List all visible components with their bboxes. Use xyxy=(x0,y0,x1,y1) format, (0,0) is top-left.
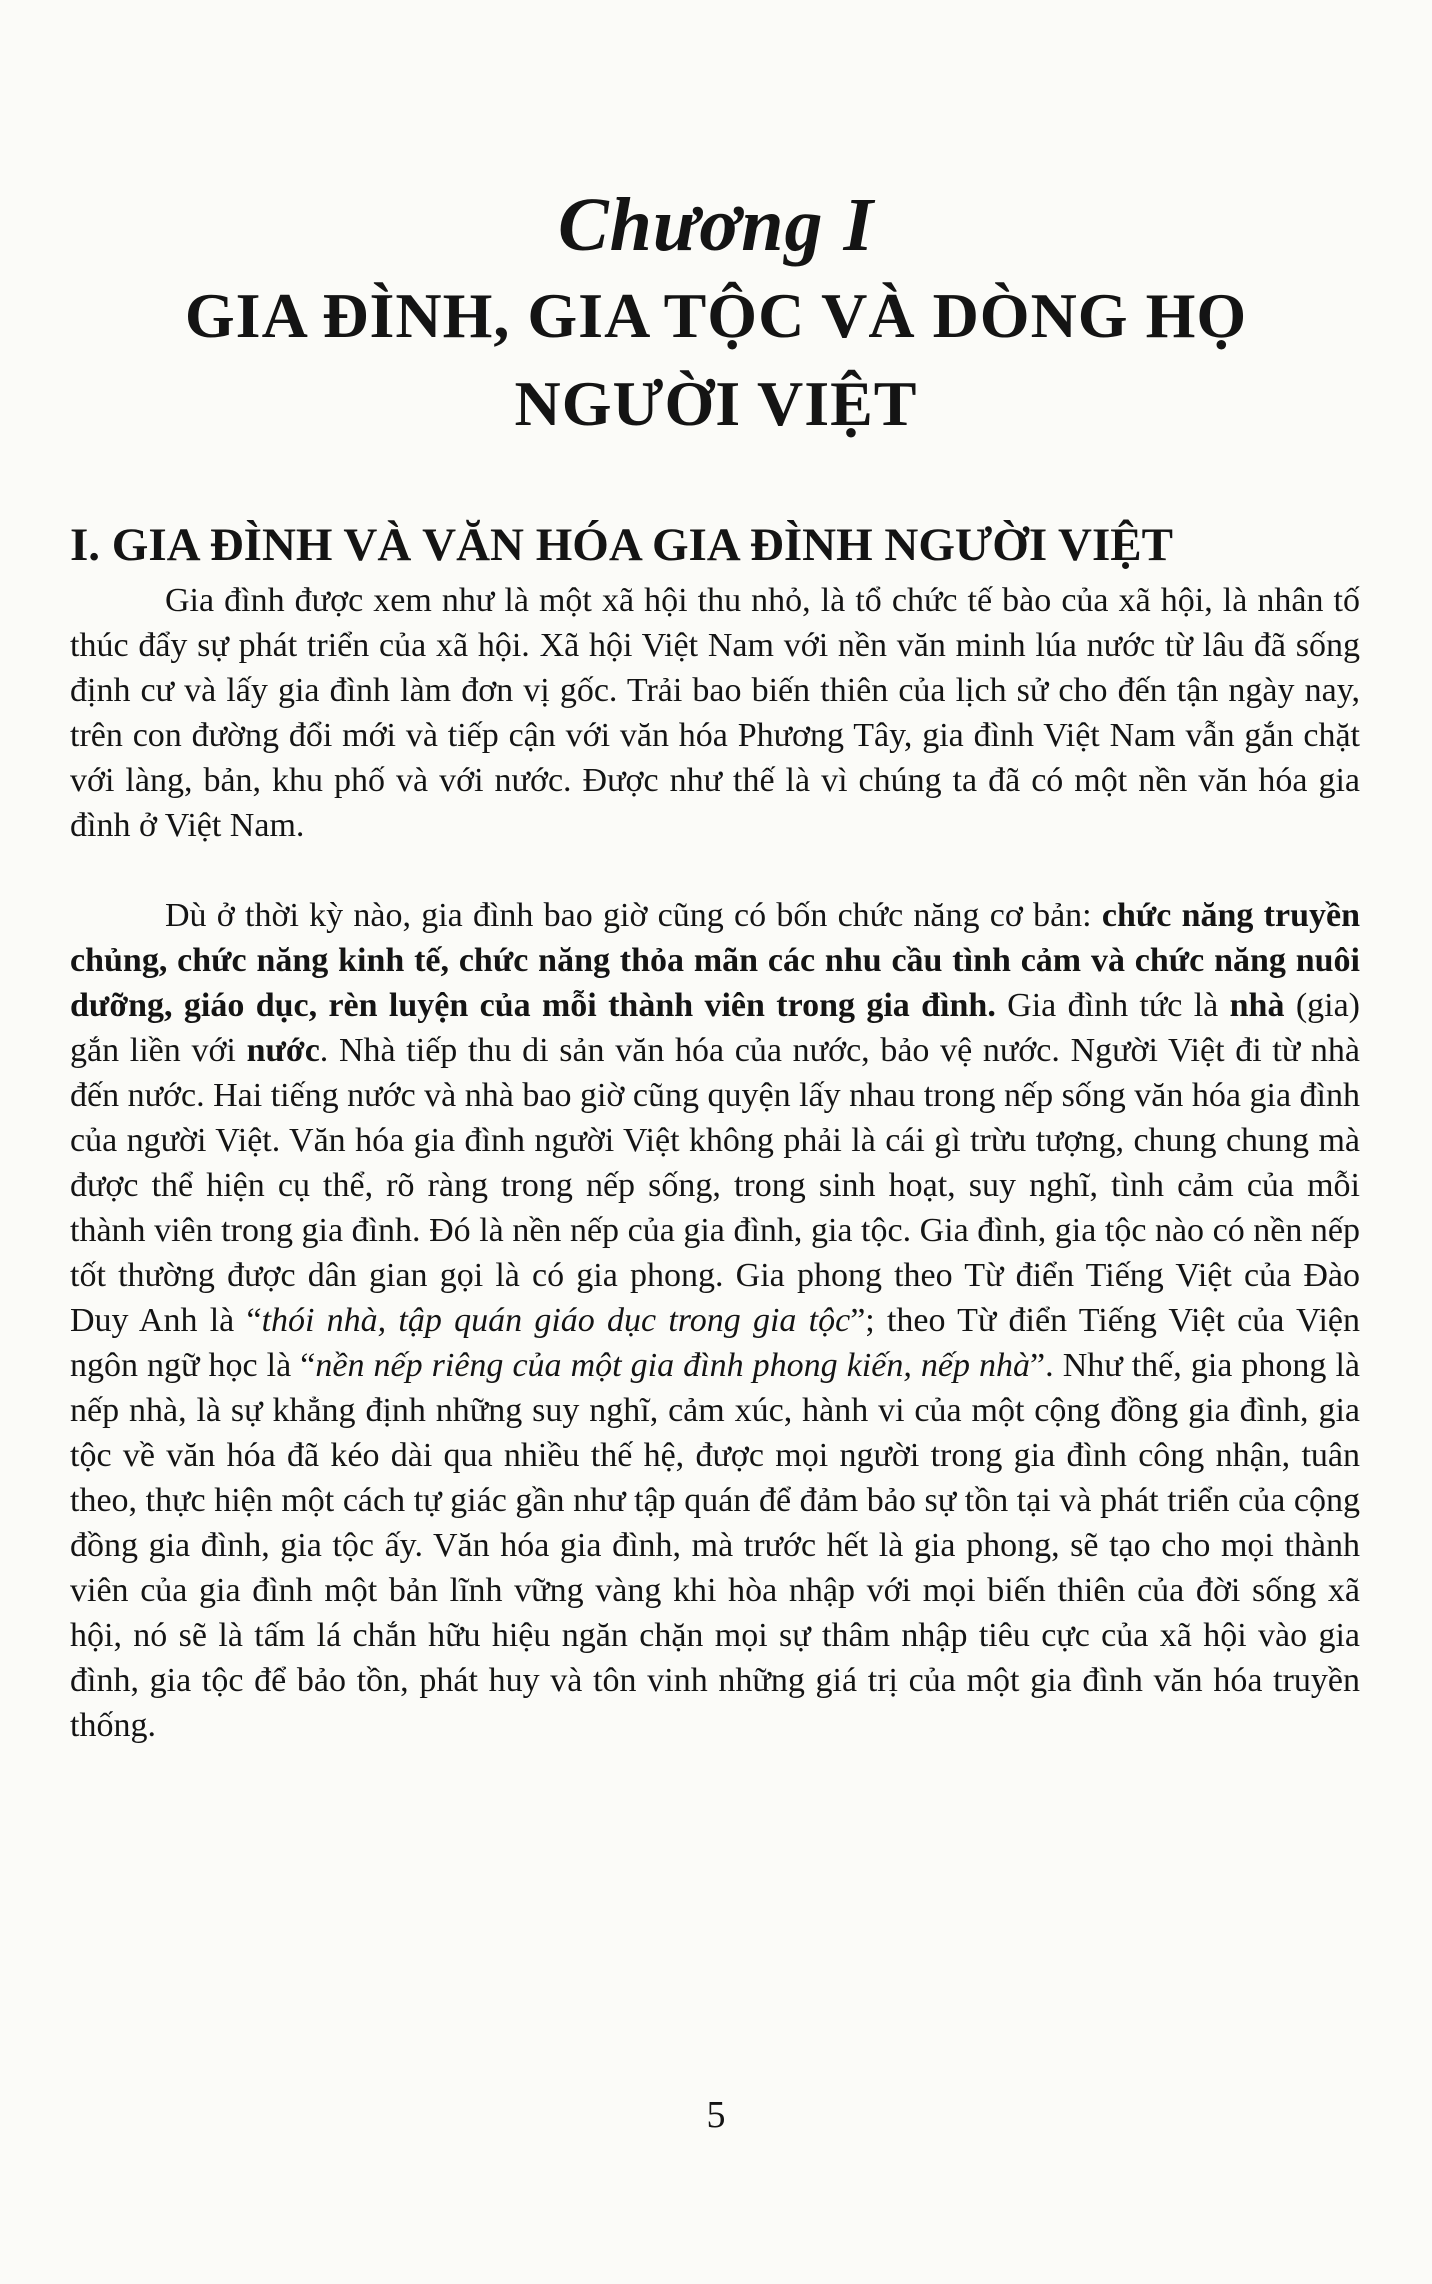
paragraph-2-bold-functions: chức năng truyền chủng, chức năng kinh tế, chức năng thỏa mãn các nhu cầu tình cảm và chức năng nuôi dưỡng, giáo dục, rèn luyện của mỗi thành viên trong gia đình. xyxy=(70,897,1360,1024)
paragraph-2-text-f: ”. Như thế, gia phong là nếp nhà, là sự khẳng định những suy nghĩ, cảm xúc, hành vi của một cộng đồng gia đình, gia tộc về văn hóa đã kéo dài qua nhiều thế hệ, được mọi người trong gia đình công nhận, tuân theo, thực hiện một cách tự giác gần như tập quán để đảm bảo sự tồn tại và phát triển của cộng đồng gia đình, gia tộc ấy. Văn hóa gia đình, mà trước hết là gia phong, sẽ tạo cho mọi thành viên của gia đình một bản lĩnh vững vàng khi hòa nhập với mọi biến thiên của đời sống xã hội, nó sẽ là tấm lá chắn hữu hiệu ngăn chặn mọi sự thâm nhập tiêu cực của xã hội vào gia đình, gia tộc để bảo tồn, phát huy và tôn vinh những giá trị của một gia đình văn hóa truyền thống. xyxy=(70,1347,1360,1744)
paragraph-2-text-d: . Nhà tiếp thu di sản văn hóa của nước, bảo vệ nước. Người Việt đi từ nhà đến nước. Hai tiếng nước và nhà bao giờ cũng quyện lấy nhau trong nếp sống văn hóa gia đình của người Việt. Văn hóa gia đình người Việt không phải là cái gì trừu tượng, chung chung mà được thể hiện cụ thể, rõ ràng trong nếp sống, trong sinh hoạt, suy nghĩ, tình cảm của mỗi thành viên trong gia đình. Đó là nền nếp của gia đình, gia tộc. Gia đình, gia tộc nào có nền nếp tốt thường được dân gian gọi là có gia phong. Gia phong theo Từ điển Tiếng Việt của Đào Duy Anh là “ xyxy=(70,1032,1361,1339)
section-heading: I. GIA ĐÌNH VÀ VĂN HÓA GIA ĐÌNH NGƯỜI VIỆT xyxy=(70,519,1173,571)
paragraph-2-quote-vien-ngon-ngu: nền nếp riêng của một gia đình phong kiến, nếp nhà xyxy=(315,1347,1031,1384)
paragraph-2-bold-nuoc: nước xyxy=(246,1032,320,1069)
paragraph-2-text-b: Gia đình tức là xyxy=(995,987,1230,1024)
body-text xyxy=(70,578,1360,1748)
paragraph-2-quote-dao-duy-anh: thói nhà, tập quán giáo dục trong gia tộc xyxy=(261,1302,851,1339)
chapter-label: Chương I xyxy=(557,183,875,267)
paragraph-2-text-c: (gia) gắn liền với xyxy=(70,987,1361,1069)
paragraph-1: Gia đình được xem như là một xã hội thu nhỏ, là tổ chức tế bào của xã hội, là nhân tố thúc đẩy sự phát triển của xã hội. Xã hội Việt Nam với nền văn minh lúa nước từ lâu đã sống định cư và lấy gia đình làm đơn vị gốc. Trải bao biến thiên của lịch sử cho đến tận ngày nay, trên con đường đổi mới và tiếp cận với văn hóa Phương Tây, gia đình Việt Nam vẫn gắn chặt với làng, bản, khu phố và với nước. Được như thế là vì chúng ta đã có một nền văn hóa gia đình ở Việt Nam. xyxy=(70,582,1360,844)
page-number: 5 xyxy=(706,2094,726,2136)
paragraph-2-text-e: ”; theo Từ điển Tiếng Việt của Viện ngôn ngữ học là “ xyxy=(70,1302,1361,1384)
chapter-title-line-1: GIA ĐÌNH, GIA TỘC VÀ DÒNG HỌ xyxy=(184,280,1248,351)
chapter-title-line-2: NGƯỜI VIỆT xyxy=(514,368,918,439)
paragraph-2-bold-nha: nhà xyxy=(1229,987,1285,1024)
paragraph-2-text-a: Dù ở thời kỳ nào, gia đình bao giờ cũng có bốn chức năng cơ bản: xyxy=(165,897,1102,934)
chapter-title xyxy=(150,272,1282,448)
paragraph-2 xyxy=(70,893,1360,1748)
